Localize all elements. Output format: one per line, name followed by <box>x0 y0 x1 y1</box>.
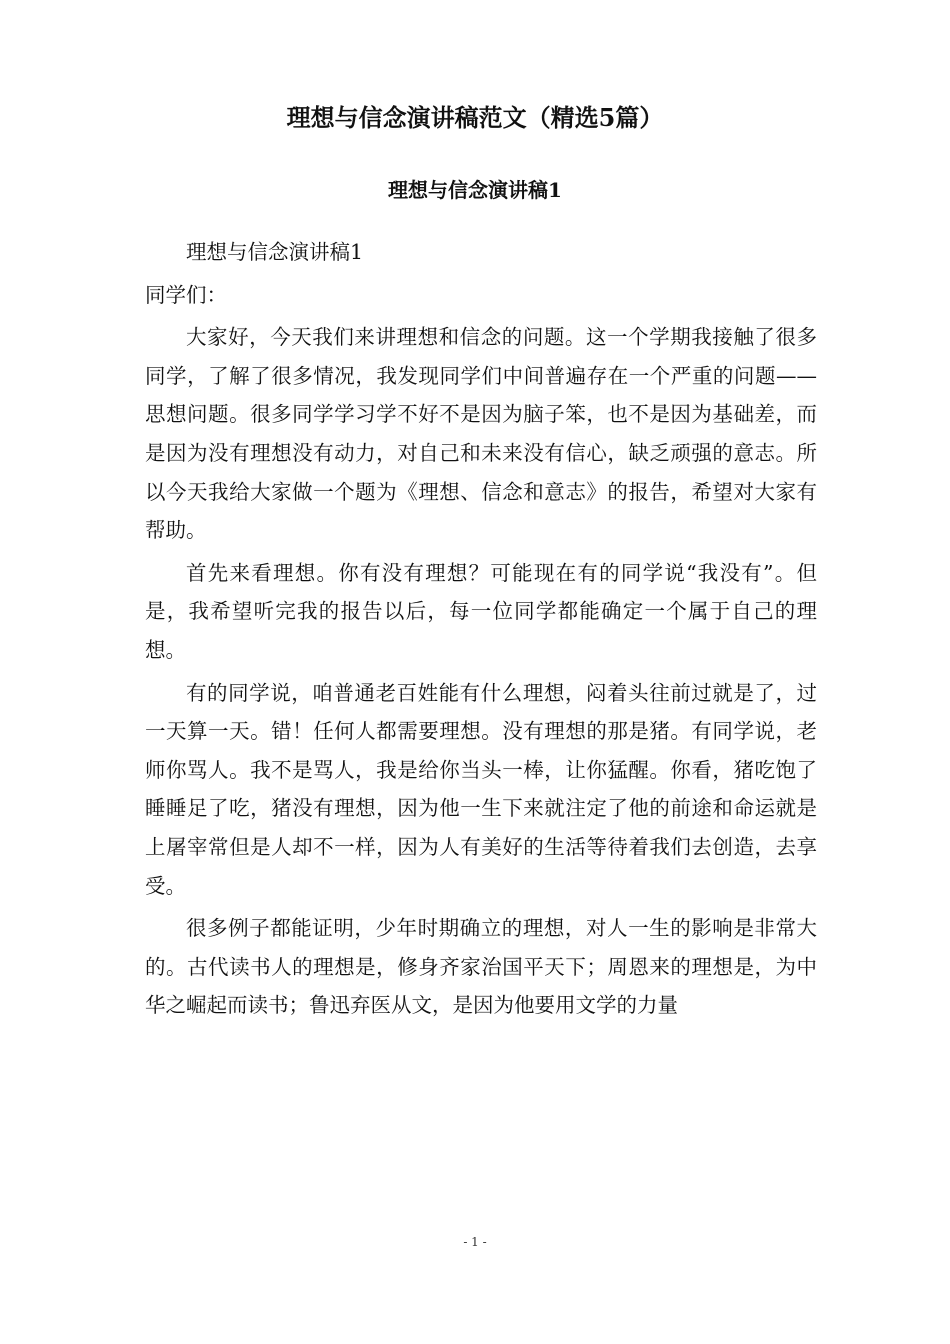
paragraph: 大家好，今天我们来讲理想和信念的问题。这一个学期我接触了很多同学，了解了很多情况，我发现同学们中间普遍存在一个严重的问题——思想问题。很多同学学习学不好不是因为脑子笨，也不是因为基础差，而是因为没有理想没有动力，对自己和未来没有信心，缺乏顽强的意志。所以今天我给大家做一个题为《理想、信念和意志》的报告，希望对大家有帮助。 <box>145 325 817 543</box>
paragraph: 首先来看理想。你有没有理想？可能现在有的同学说“我没有”。但是，我希望听完我的报告以后，每一位同学都能确定一个属于自己的理想。 <box>145 560 817 662</box>
section-heading: 理想与信念演讲稿1 <box>388 178 562 202</box>
paragraph-salutation: 同学们： <box>145 282 227 307</box>
document-title: 理想与信念演讲稿范文（精选5篇） <box>286 103 664 132</box>
page-number: - 1 - <box>463 1235 487 1249</box>
paragraph: 很多例子都能证明，少年时期确立的理想，对人一生的影响是非常大的。古代读书人的理想是，修身齐家治国平天下；周恩来的理想是，为中华之崛起而读书；鲁迅弃医从文，是因为他要用文学的力量 <box>145 916 817 1018</box>
paragraph: 有的同学说，咱普通老百姓能有什么理想，闷着头往前过就是了，过一天算一天。错！任何人都需要理想。没有理想的那是猪。有同学说，老师你骂人。我不是骂人，我是给你当头一棒，让你猛醒。你看，猪吃饱了睡睡足了吃，猪没有理想，因为他一生下来就注定了他的前途和命运就是上屠宰常但是人却不一样，因为人有美好的生活等待着我们去创造，去享受。 <box>145 680 817 898</box>
paragraph: 理想与信念演讲稿1 <box>186 240 364 264</box>
document-body <box>145 233 817 1029</box>
